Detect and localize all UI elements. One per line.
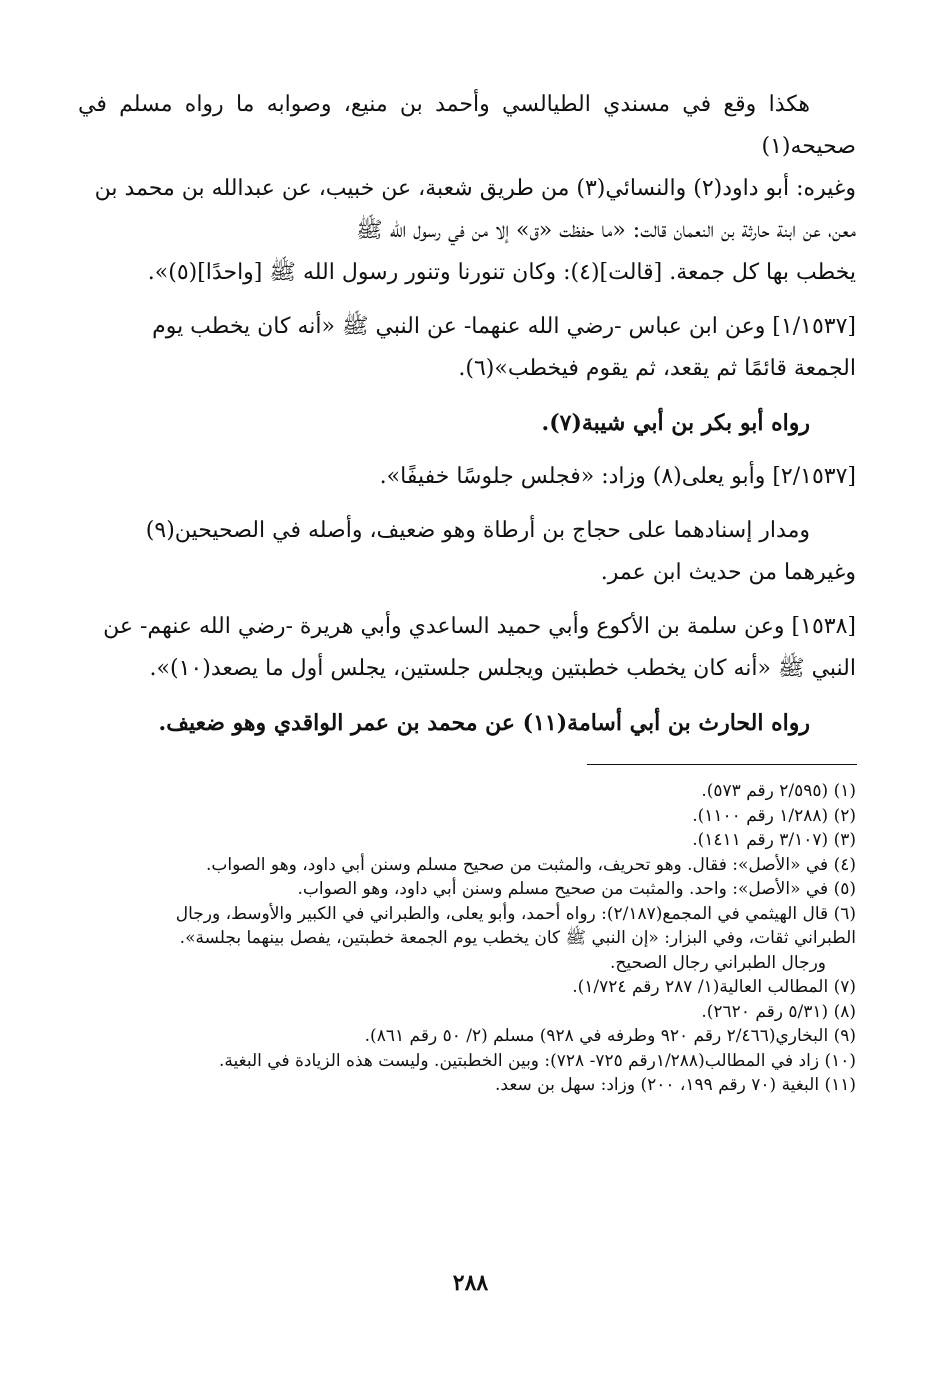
- paragraph-6-line-2: النبي ﷺ «أنه كان يخطب خطبتين ويجلس جلستين، يجلس أول ما يصعد(١٠)».: [149, 656, 856, 681]
- paragraph-4: [٢/١٥٣٧] وأبو يعلى(٨) وزاد: «فجلس جلوسًا خفيفًا».: [379, 464, 856, 489]
- footnote-6-continuation-2: ورجال الطبراني رجال الصحيح.: [609, 952, 826, 973]
- paragraph-5-line-2: وغيرهما من حديث ابن عمر.: [600, 560, 856, 585]
- footnote-9: (٩) البخاري(٢/٤٦٦ رقم ٩٢٠ وطرفه في ٩٢٨) مسلم (٢/ ٥٠ رقم ٨٦١).: [364, 1026, 856, 1046]
- main-text: [78, 84, 856, 744]
- footnote-6: (٦) قال الهيثمي في المجمع(٢/١٨٧): رواه أحمد، وأبو يعلى، والطبراني في الكبير والأوسط، ورجال: [175, 903, 856, 924]
- paragraph-2-line-2: الجمعة قائمًا ثم يقعد، ثم يقوم فيخطب»(٦).: [458, 356, 856, 381]
- footnote-11: (١١) البغية (٧٠ رقم ١٩٩، ٢٠٠) وزاد: سهل بن سعد.: [495, 1075, 856, 1095]
- footnote-4: (٤) في «الأصل»: فقال. وهو تحريف، والمثبت من صحيح مسلم وسنن أبي داود، وهو الصواب.: [205, 854, 856, 875]
- paragraph-3: رواه أبو بكر بن أبي شيبة(٧).: [541, 410, 810, 436]
- footnote-8: (٨) (٥/٣١ رقم ٢٦٢٠).: [701, 1001, 856, 1022]
- paragraph-7: رواه الحارث بن أبي أسامة(١١) عن محمد بن عمر الواقدي وهو ضعيف.: [158, 710, 810, 736]
- paragraph-5-line-1: ومدار إسنادهما على حجاج بن أرطاة وهو ضعيف، وأصله في الصحيحين(٩): [145, 518, 810, 543]
- footnote-10: (١٠) زاد في المطالب(١/٢٨٨رقم ٧٢٥- ٧٢٨): وبين الخطبتين. وليست هذه الزيادة في البغية.: [219, 1050, 856, 1071]
- paragraph-2-line-1: [١/١٥٣٧] وعن ابن عباس -رضي الله عنهما- عن النبي ﷺ «أنه كان يخطب يوم: [152, 314, 856, 339]
- footnote-3: (٣) (٣/١٠٧ رقم ١٤١١).: [692, 830, 856, 850]
- footnote-5: (٥) في «الأصل»: واحد. والمثبت من صحيح مسلم وسنن أبي داود، وهو الصواب.: [297, 879, 856, 899]
- footnote-divider: [587, 764, 857, 765]
- paragraph-1-line-1: هكذا وقع في مسندي الطيالسي وأحمد بن منيع، وصوابه ما رواه مسلم في صحيحه(١): [78, 92, 856, 159]
- paragraph-1-line-4: يخطب بها كل جمعة. [قالت](٤): وكان تنورنا وتنور رسول الله ﷺ [واحدًا](٥)».: [147, 260, 856, 285]
- paragraph-1-line-2: وغيره: أبو داود(٢) والنسائي(٣) من طريق شعبة، عن خبيب، عن عبدالله بن محمد بن: [94, 176, 856, 201]
- footnote-7: (٧) المطالب العالية(١/ ٢٨٧ رقم ١/٧٢٤).: [572, 977, 856, 997]
- footnote-1: (١) (٢/٥٩٥ رقم ٥٧٣).: [701, 781, 856, 801]
- paragraph-1-line-3: معن، عن ابنة حارثة بن النعمان قالت: «ما حفظت «ق» إلا من في رسول الله ﷺ: [356, 218, 856, 243]
- paragraph-6-line-1: [١٥٣٨] وعن سلمة بن الأكوع وأبي حميد الساعدي وأبي هريرة -رضي الله عنهم- عن: [103, 614, 856, 639]
- page-number: ٢٨٨: [452, 1270, 489, 1296]
- footnote-2: (٢) (١/٢٨٨ رقم ١١٠٠).: [692, 805, 856, 826]
- footnotes: [78, 780, 856, 1099]
- footnote-6-continuation-1: الطبراني ثقات، وفي البزار: «إن النبي ﷺ كان يخطب يوم الجمعة خطبتين، يفصل بينهما بجلسة».: [179, 928, 856, 948]
